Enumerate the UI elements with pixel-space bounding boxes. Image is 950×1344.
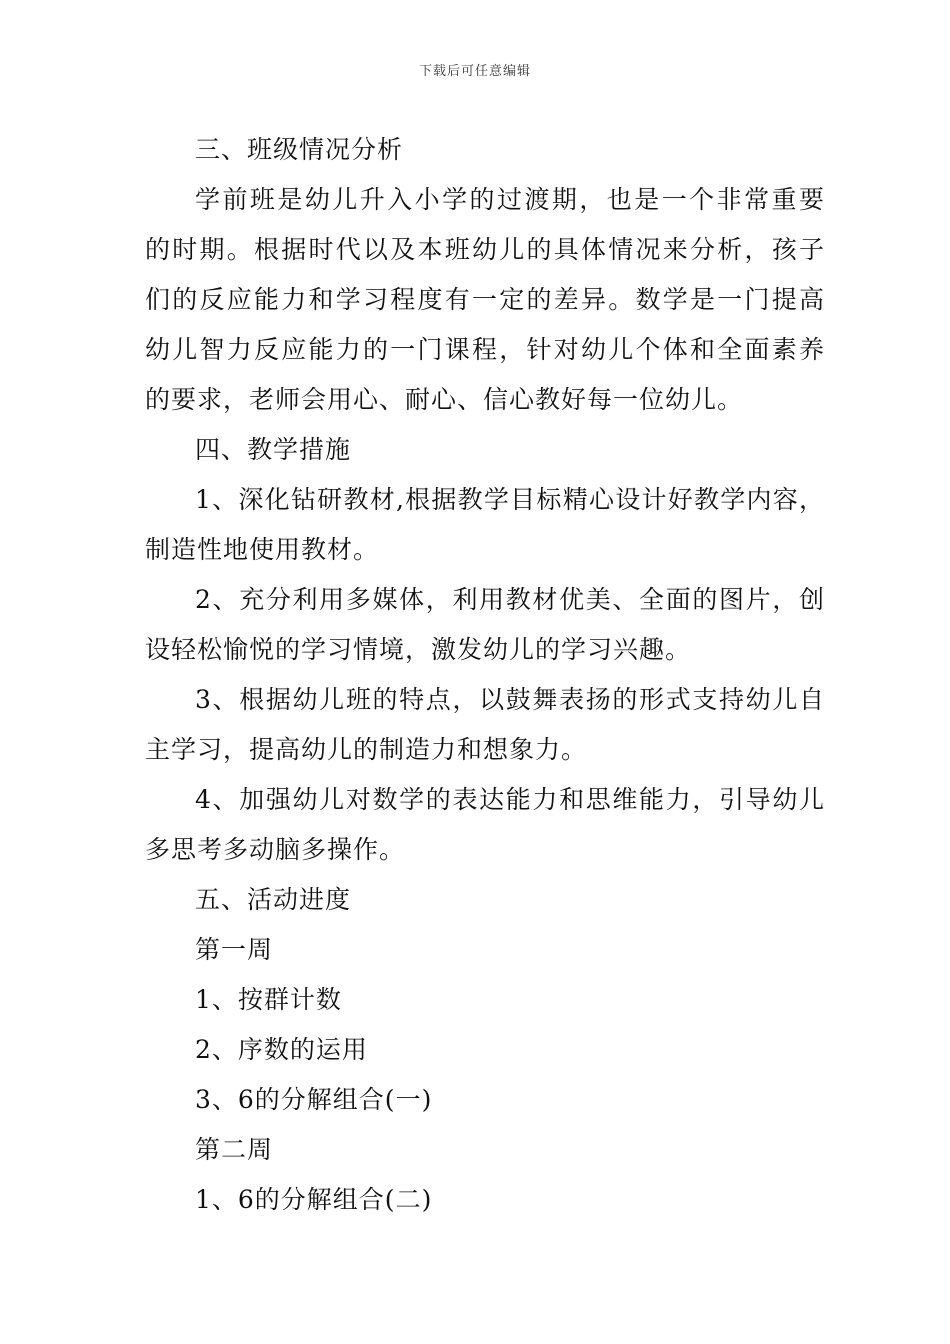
paragraph-line: 的时期。根据时代以及本班幼儿的具体情况来分析，孩子 — [145, 235, 825, 264]
paragraph-line: 们的反应能力和学习程度有一定的差异。数学是一门提高 — [145, 285, 825, 314]
list-item: 1、6的分解组合(二) — [195, 1185, 433, 1214]
paragraph-line: 2、充分利用多媒体，利用教材优美、全面的图片，创 — [195, 585, 825, 614]
paragraph-line: 1、深化钻研教材,根据教学目标精心设计好教学内容， — [195, 485, 825, 514]
paragraph-line: 多思考多动脑多操作。 — [145, 835, 406, 864]
paragraph-line: 4、加强幼儿对数学的表达能力和思维能力，引导幼儿 — [195, 785, 825, 814]
paragraph-line: 设轻松愉悦的学习情境，激发幼儿的学习兴趣。 — [145, 635, 692, 664]
document-body — [145, 125, 825, 1225]
list-item: 1、按群计数 — [195, 985, 342, 1014]
week-heading: 第一周 — [195, 935, 274, 964]
list-item: 2、序数的运用 — [195, 1035, 368, 1064]
paragraph-line: 的要求，老师会用心、耐心、信心教好每一位幼儿。 — [145, 385, 744, 414]
paragraph-line: 学前班是幼儿升入小学的过渡期，也是一个非常重要 — [195, 185, 825, 214]
week-heading: 第二周 — [195, 1135, 274, 1164]
paragraph-line: 幼儿智力反应能力的一门课程，针对幼儿个体和全面素养 — [145, 335, 825, 364]
list-item: 3、6的分解组合(一) — [195, 1085, 433, 1114]
section-heading-activity-schedule: 五、活动进度 — [195, 885, 352, 914]
section-heading-teaching-measures: 四、教学措施 — [195, 435, 352, 464]
paragraph-line: 主学习，提高幼儿的制造力和想象力。 — [145, 735, 588, 764]
paragraph-line: 制造性地使用教材。 — [145, 535, 380, 564]
page-header: 下载后可任意编辑 — [418, 64, 531, 79]
paragraph-line: 3、根据幼儿班的特点，以鼓舞表扬的形式支持幼儿自 — [195, 685, 825, 714]
section-heading-class-analysis: 三、班级情况分析 — [195, 135, 404, 164]
